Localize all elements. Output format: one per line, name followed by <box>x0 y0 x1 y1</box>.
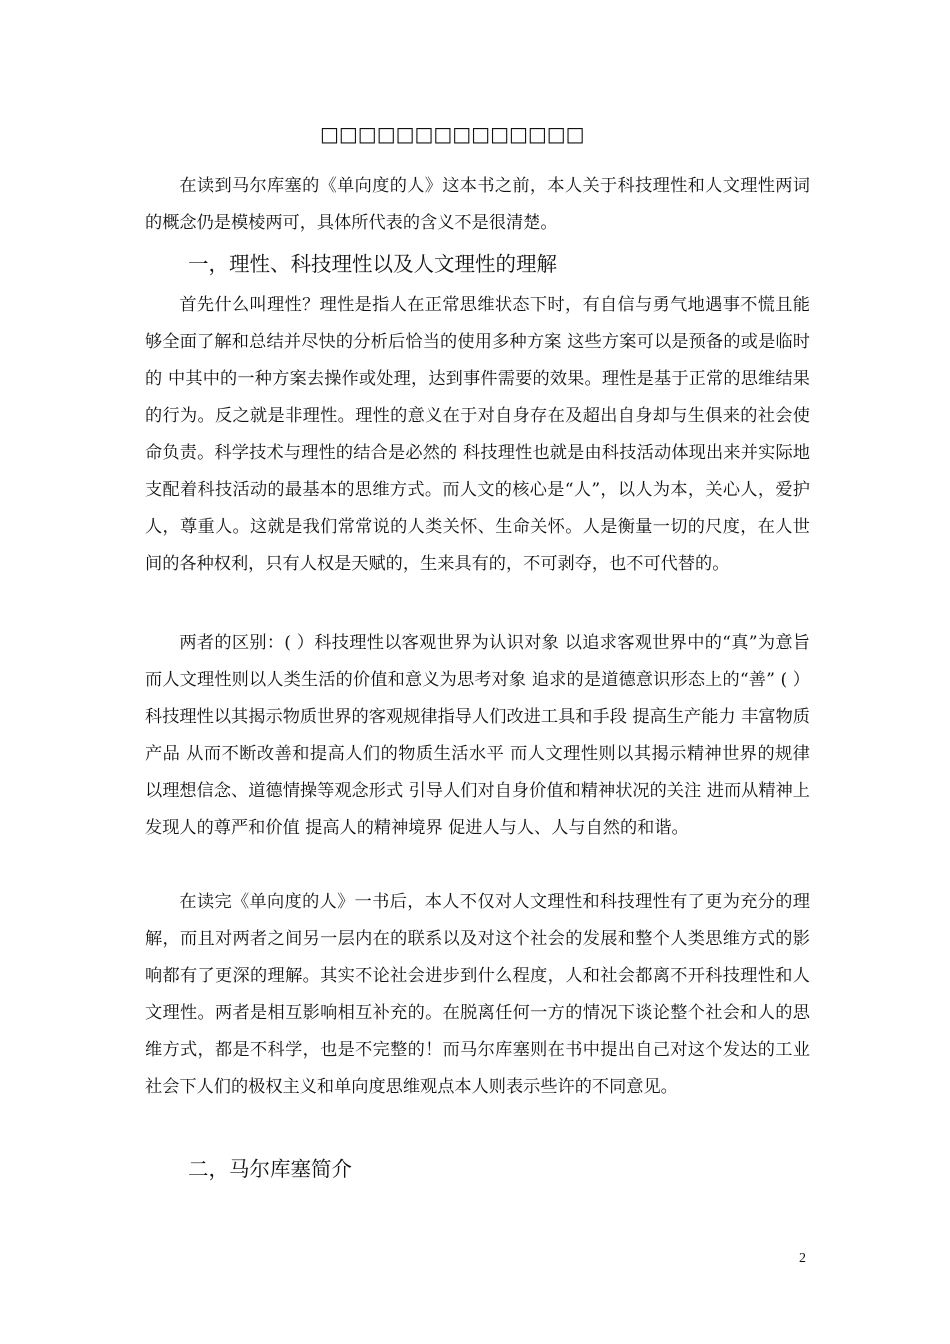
rationality-definition-paragraph: 首先什么叫理性？理性是指人在正常思维状态下时，有自信与勇气地遇事不慌且能够全面了解和总结并尽快的分析后恰当的使用多种方案 这些方案可以是预备的或是临时的 中其中的一种方案去操作或处理，达到事件需要的效果。理性是基于正常的思维结果的行为。反之就是非理性。理性的意义在于对自身存在及超出自身却与生俱来的社会使命负责。科学技术与理性的结合是必然的 科技理性也就是由科技活动体现出来并实际地支配着科技活动的最基本的思维方式。而人文的核心是“人”，以人为本，关心人，爱护人，尊重人。这就是我们常常说的人类关怀、生命关怀。人是衡量一切的尺度，在人世间的各种权利，只有人权是天赋的，生来具有的，不可剥夺，也不可代替的。 <box>145 295 810 574</box>
intro-paragraph: 在读到马尔库塞的《单向度的人》这本书之前，本人关于科技理性和人文理性两词的概念仍是模棱两可，具体所代表的含义不是很清楚。 <box>145 176 810 233</box>
reflection-paragraph: 在读完《单向度的人》一书后，本人不仅对人文理性和科技理性有了更为充分的理解，而且对两者之间另一层内在的联系以及对这个社会的发展和整个人类思维方式的影响都有了更深的理解。其实不论社会进步到什么程度，人和社会都离不开科技理性和人文理性。两者是相互影响相互补充的。在脱离任何一方的情况下谈论整个社会和人的思维方式，都是不科学，也是不完整的！而马尔库塞则在书中提出自己对这个发达的工业社会下人们的极权主义和单向度思维观点本人则表示些许的不同意见。 <box>145 892 810 1097</box>
section-heading-2: 二，马尔库塞简介 <box>188 1157 352 1181</box>
page-number: 2 <box>799 1251 806 1266</box>
differences-paragraph: 两者的区别：( ）科技理性以客观世界为认识对象 以追求客观世界中的“真”为意旨 而人文理性则以人类生活的价值和意义为思考对象 追求的是道德意识形态上的“善” ( ）科技理性以其揭示物质世界的客观规律指导人们改进工具和手段 提高生产能力 丰富物质产品 从而不断改善和提高人们的物质生活水平 而人文理性则以其揭示精神世界的规律 以理想信念、道德情操等观念形式 引导人们对自身价值和精神状况的关注 进而从精神上发现人的尊严和价值 提高人的精神境界 促进人与人、人与自然的和谐。 <box>145 633 810 838</box>
document-title: □□□□□□□□□□□□□□ <box>320 122 585 146</box>
section-heading-1: 一，理性、科技理性以及人文理性的理解 <box>188 252 557 276</box>
